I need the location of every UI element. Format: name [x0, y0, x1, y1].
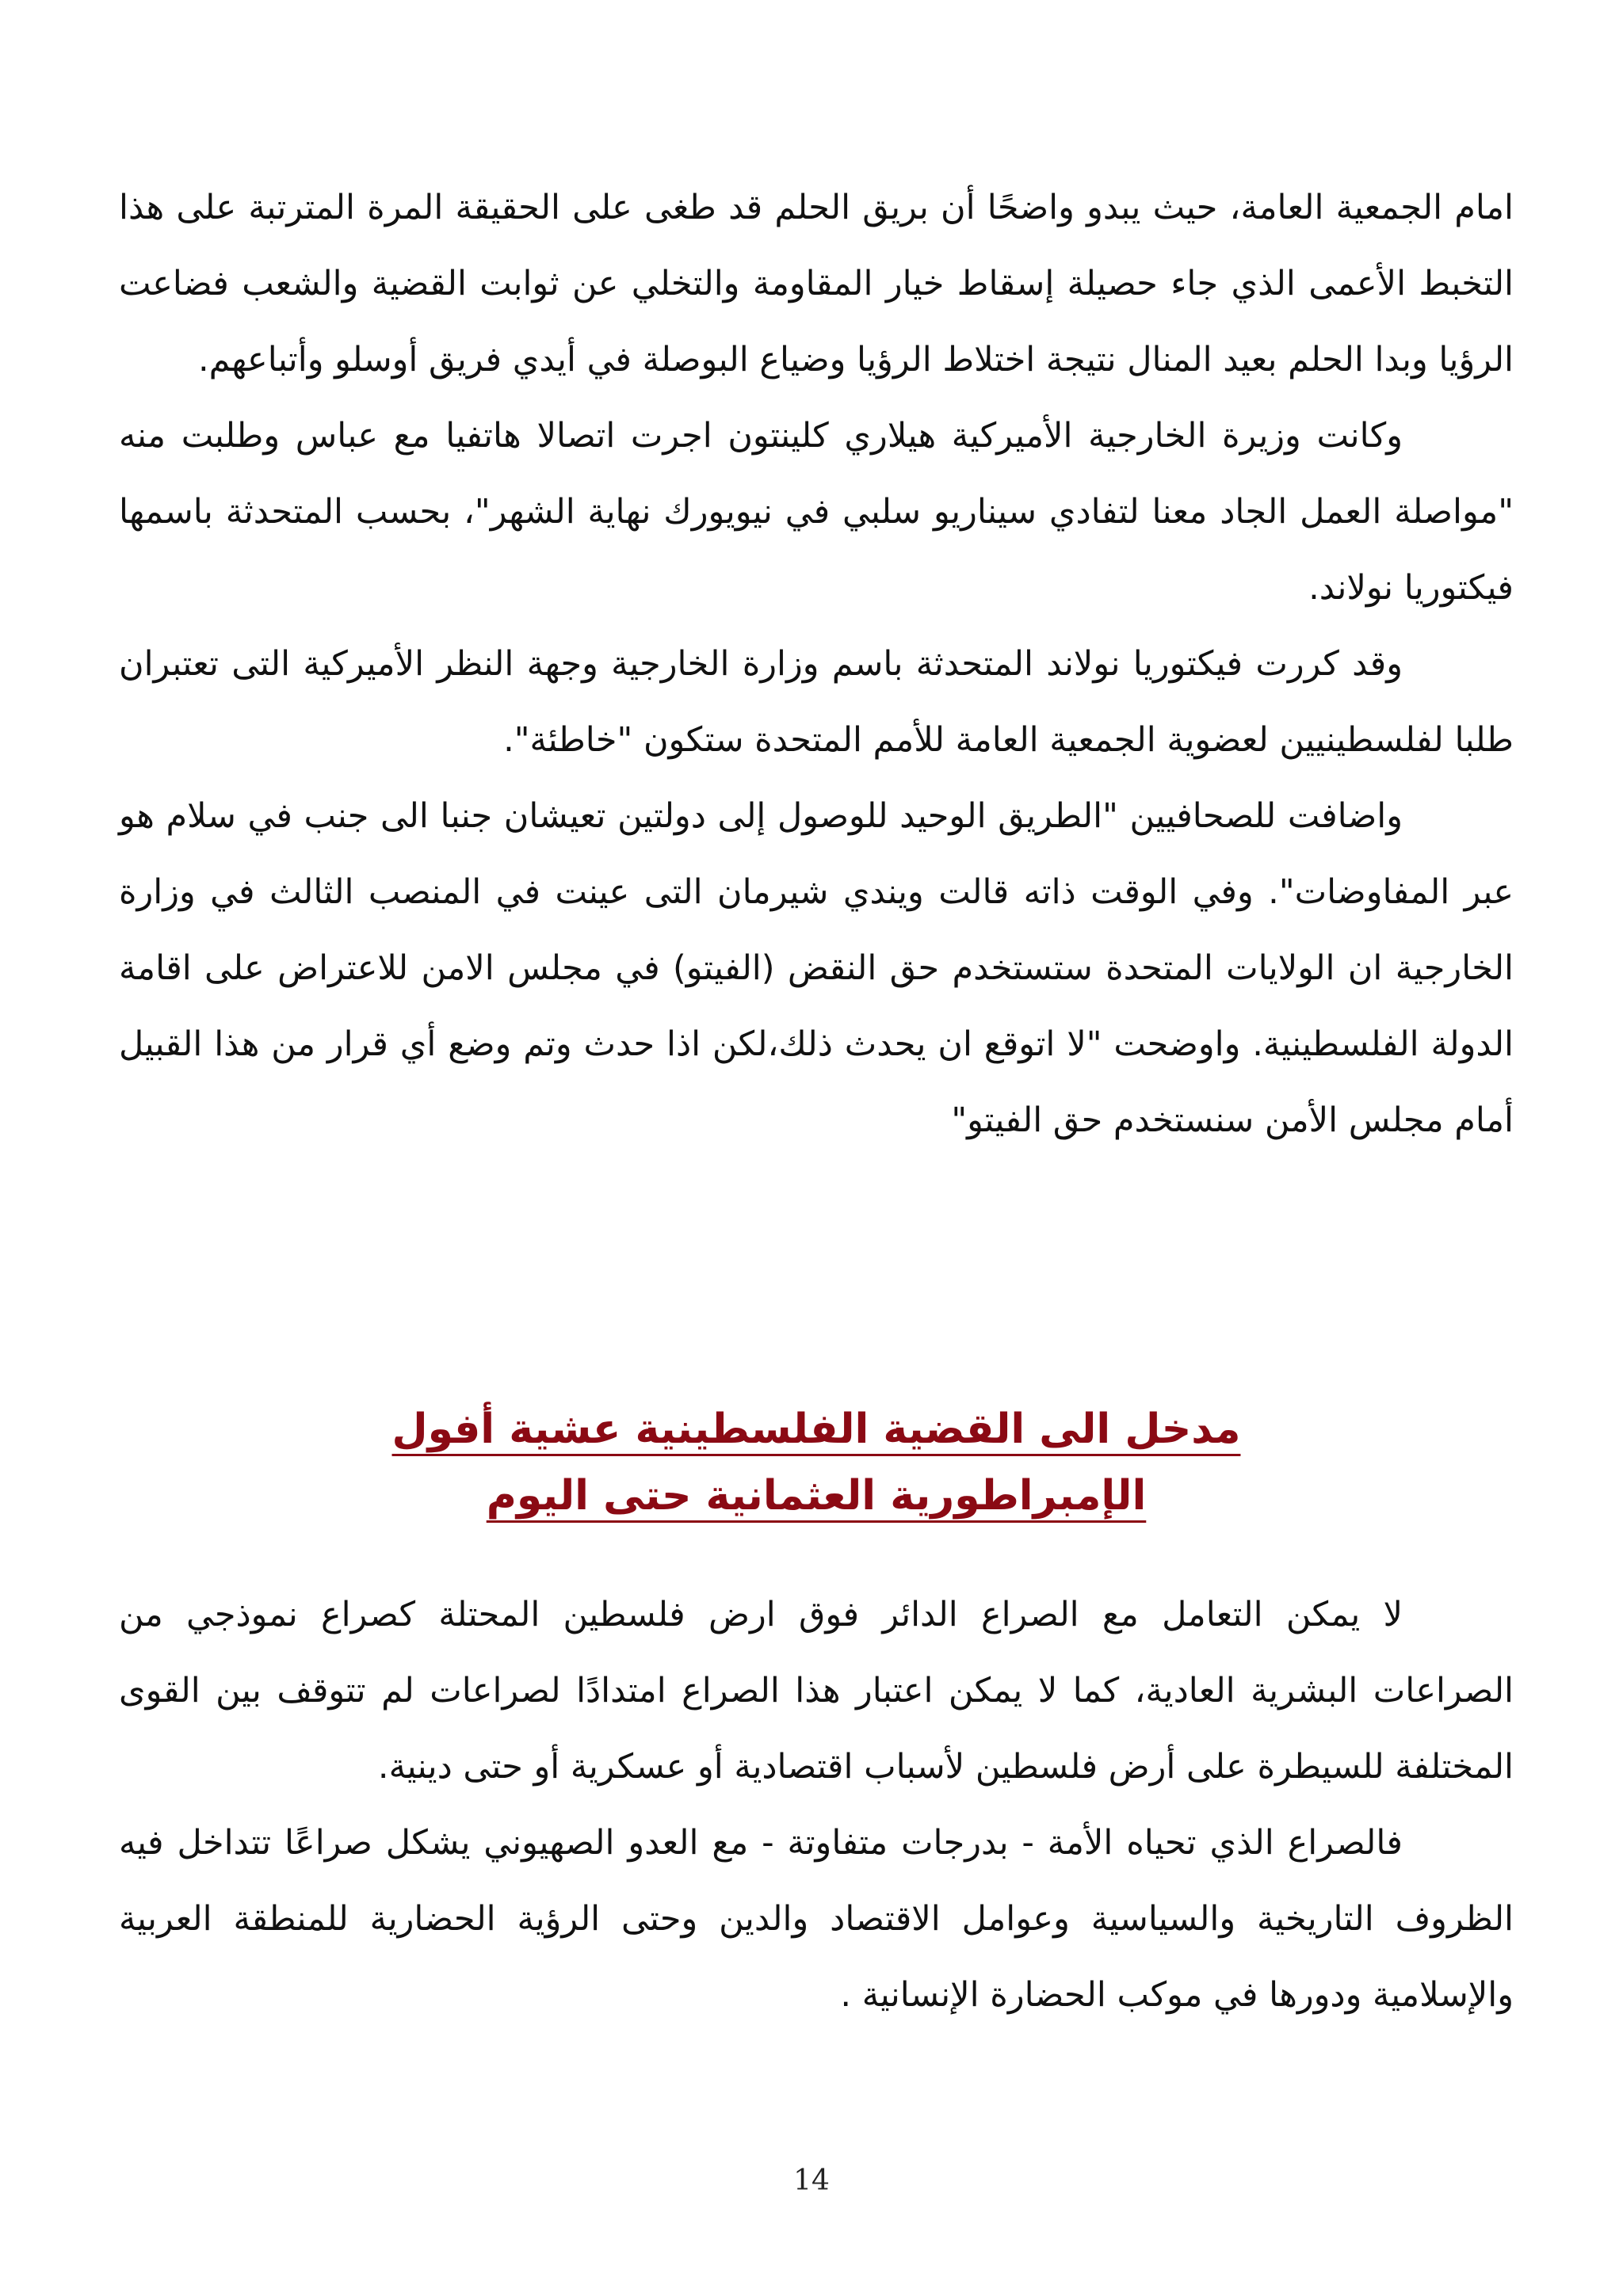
paragraph-clinton-call: وكانت وزيرة الخارجية الأميركية هيلاري كلينتون اجرت اتصالا هاتفيا مع عباس وطلبت منه "مواصلة العمل الجاد معنا لتفادي سيناريو سلبي في نيويورك نهاية الشهر"، بحسب المتحدثة باسمها فيكتوريا نولاند.: [119, 416, 1514, 608]
paragraph-conflict-nature: لا يمكن التعامل مع الصراع الدائر فوق ارض فلسطين المحتلة كصراع نموذجي من الصراعات البشرية العادية، كما لا يمكن اعتبار هذا الصراع امتدادًا لصراعات لم تتوقف بين القوى المختلفة للسيطرة على أرض فلسطين لأسباب اقتصادية أو عسكرية أو حتى دينية.: [119, 1595, 1514, 1787]
body-text-bottom: [119, 1577, 1514, 2033]
paragraph-conflict-dimensions: فالصراع الذي تحياه الأمة - بدرجات متفاوتة - مع العدو الصهيوني يشكل صراعًا تتداخل فيه الظروف التاريخية والسياسية وعوامل الاقتصاد والدين وحتى الرؤية الحضارية للمنطقة العربية والإسلامية ودورها في موكب الحضارة الإنسانية .: [119, 1823, 1514, 2015]
section-heading-line-1: مدخل الى القضية الفلسطينية عشية أفول: [391, 1405, 1241, 1453]
paragraph-nuland-view: وقد كررت فيكتوريا نولاند المتحدثة باسم وزارة الخارجية وجهة النظر الأميركية التى تعتبران طلبا لفلسطينيين لعضوية الجمعية العامة للأمم المتحدة ستكون "خاطئة".: [119, 644, 1514, 760]
section-heading: [119, 1396, 1514, 1529]
paragraph-continuation: امام الجمعية العامة، حيث يبدو واضحًا أن بريق الحلم قد طغى على الحقيقة المرة المترتبة على هذا التخبط الأعمى الذي جاء حصيلة إسقاط خيار المقاومة والتخلي عن ثوابت القضية والشعب فضاعت الرؤيا وبدا الحلم بعيد المنال نتيجة اختلاط الرؤيا وضياع البوصلة في أيدي فريق أوسلو وأتباعهم.: [119, 188, 1514, 379]
paragraph-veto: واضافت للصحافيين "الطريق الوحيد للوصول إلى دولتين تعيشان جنبا الى جنب في سلام هو عبر المفاوضات". وفي الوقت ذاته قالت ويندي شيرمان التى عينت في المنصب الثالث في وزارة الخارجية ان الولايات المتحدة ستستخدم حق النقض (الفيتو) في مجلس الامن للاعتراض على اقامة الدولة الفلسطينية. واوضحت "لا اتوقع ان يحدث ذلك،لكن اذا حدث وتم وضع أي قرار من هذا القبيل أمام مجلس الأمن سنستخدم حق الفيتو": [119, 796, 1514, 1140]
section-heading-line-2: الإمبراطورية العثمانية حتى اليوم: [486, 1472, 1147, 1520]
page-number: 14: [793, 2164, 830, 2197]
body-text-top: [119, 170, 1514, 1158]
